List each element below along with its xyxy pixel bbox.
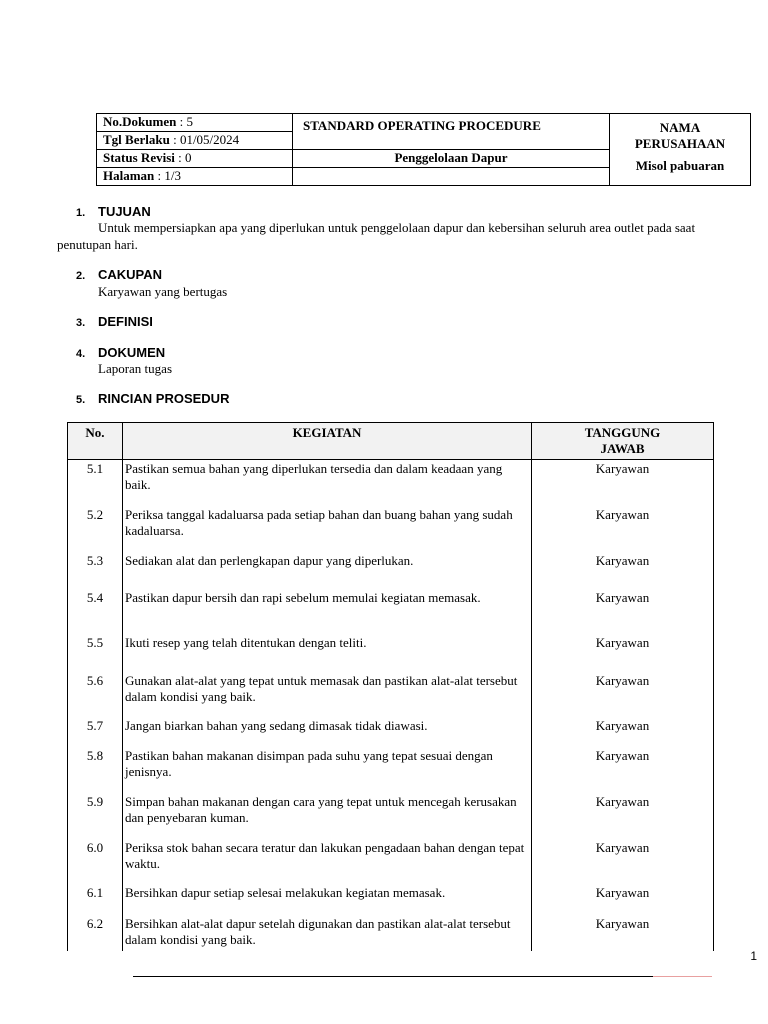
row-tanggung-jawab: Karyawan	[532, 717, 714, 747]
section-title: CAKUPAN	[98, 267, 163, 282]
row-tanggung-jawab: Karyawan	[532, 747, 714, 793]
row-kegiatan: Pastikan dapur bersih dan rapi sebelum memulai kegiatan memasak.	[123, 589, 532, 634]
row-no: 6.0	[68, 839, 123, 884]
halaman-value: : 1/3	[154, 168, 182, 183]
table-row	[68, 460, 714, 506]
row-no: 5.2	[68, 506, 123, 552]
row-kegiatan: Periksa stok bahan secara teratur dan lakukan pengadaan bahan dengan tepat waktu.	[123, 839, 532, 884]
table-row	[68, 793, 714, 839]
row-tanggung-jawab: Karyawan	[532, 589, 714, 634]
page-number: 1	[750, 949, 757, 963]
row-no: 5.8	[68, 747, 123, 793]
tujuan-text-line-1: Untuk mempersiapkan apa yang diperlukan untuk penggelolaan dapur dan kebersihan seluruh area outlet pada saat	[98, 220, 696, 235]
row-tanggung-jawab: Karyawan	[532, 672, 714, 717]
row-tanggung-jawab: Karyawan	[532, 884, 714, 915]
company-cell	[610, 114, 751, 186]
tgl-berlaku-label: Tgl Berlaku	[103, 132, 170, 147]
section-rincian-prosedur	[76, 391, 229, 406]
halaman-label: Halaman	[103, 168, 155, 183]
row-no: 6.2	[68, 915, 123, 951]
row-no: 5.4	[68, 589, 123, 634]
footer-divider-accent	[653, 976, 712, 977]
tgl-berlaku-value: : 01/05/2024	[169, 132, 240, 147]
section-number: 5.	[76, 394, 86, 406]
company-label-2: PERUSAHAAN	[634, 136, 726, 151]
company-label-1: NAMA	[659, 120, 701, 135]
row-no: 5.6	[68, 672, 123, 717]
table-row	[68, 506, 714, 552]
row-no: 5.5	[68, 634, 123, 672]
col-no-header: No.	[68, 423, 123, 460]
row-tanggung-jawab: Karyawan	[532, 460, 714, 506]
row-tanggung-jawab: Karyawan	[532, 793, 714, 839]
section-definisi	[76, 314, 153, 329]
section-title: RINCIAN PROSEDUR	[98, 391, 230, 406]
section-title: DOKUMEN	[98, 345, 166, 360]
row-kegiatan: Bersihkan dapur setiap selesai melakukan kegiatan memasak.	[123, 884, 532, 915]
col-tanggung-jawab-header	[532, 423, 714, 460]
row-tanggung-jawab: Karyawan	[532, 634, 714, 672]
sop-title: STANDARD OPERATING PROCEDURE	[293, 114, 610, 150]
row-no: 5.7	[68, 717, 123, 747]
row-kegiatan: Sediakan alat dan perlengkapan dapur yang diperlukan.	[123, 552, 532, 589]
section-title: TUJUAN	[98, 204, 151, 219]
row-kegiatan: Bersihkan alat-alat dapur setelah digunakan dan pastikan alat-alat tersebut dalam kondisi yang baik.	[123, 915, 532, 951]
row-kegiatan: Periksa tanggal kadaluarsa pada setiap bahan dan buang bahan yang sudah kadaluarsa.	[123, 506, 532, 552]
cakupan-text: Karyawan yang bertugas	[98, 284, 228, 299]
footer-divider	[133, 976, 653, 977]
table-row	[68, 717, 714, 747]
procedure-table	[67, 422, 714, 951]
no-dokumen-value: : 5	[176, 114, 193, 129]
table-row	[68, 589, 714, 634]
section-title: DEFINISI	[98, 314, 153, 329]
table-header-row	[68, 423, 714, 460]
sop-subtitle: Penggelolaan Dapur	[293, 150, 610, 168]
tujuan-text-line-2: penutupan hari.	[57, 237, 138, 252]
table-row	[68, 672, 714, 717]
row-no: 5.3	[68, 552, 123, 589]
section-cakupan	[76, 267, 162, 282]
row-kegiatan: Ikuti resep yang telah ditentukan dengan teliti.	[123, 634, 532, 672]
section-tujuan	[76, 204, 151, 219]
row-tanggung-jawab: Karyawan	[532, 915, 714, 951]
document-header	[96, 113, 751, 185]
section-number: 3.	[76, 317, 86, 329]
col-tanggung-line-2: JAWAB	[600, 441, 645, 456]
dokumen-text: Laporan tugas	[98, 361, 173, 376]
table-row	[68, 839, 714, 884]
section-number: 4.	[76, 348, 86, 360]
col-tanggung-line-1: TANGGUNG	[584, 425, 661, 440]
row-tanggung-jawab: Karyawan	[532, 506, 714, 552]
table-row	[68, 915, 714, 951]
row-kegiatan: Simpan bahan makanan dengan cara yang tepat untuk mencegah kerusakan dan penyebaran kuman.	[123, 793, 532, 839]
row-no: 5.9	[68, 793, 123, 839]
table-row	[68, 747, 714, 793]
status-revisi-value: : 0	[174, 150, 192, 165]
section-dokumen	[76, 345, 165, 360]
row-kegiatan: Gunakan alat-alat yang tepat untuk memasak dan pastikan alat-alat tersebut dalam kondisi yang baik.	[123, 672, 532, 717]
col-kegiatan-header: KEGIATAN	[123, 423, 532, 460]
row-kegiatan: Pastikan bahan makanan disimpan pada suhu yang tepat sesuai dengan jenisnya.	[123, 747, 532, 793]
status-revisi-label: Status Revisi	[103, 150, 175, 165]
row-tanggung-jawab: Karyawan	[532, 552, 714, 589]
table-row	[68, 552, 714, 589]
row-kegiatan: Jangan biarkan bahan yang sedang dimasak tidak diawasi.	[123, 717, 532, 747]
no-dokumen-label: No.Dokumen	[103, 114, 177, 129]
row-kegiatan: Pastikan semua bahan yang diperlukan tersedia dan dalam keadaan yang baik.	[123, 460, 532, 506]
row-tanggung-jawab: Karyawan	[532, 839, 714, 884]
company-name: Misol pabuaran	[635, 158, 725, 173]
section-number: 2.	[76, 270, 86, 282]
table-row	[68, 634, 714, 672]
table-row	[68, 884, 714, 915]
row-no: 6.1	[68, 884, 123, 915]
row-no: 5.1	[68, 460, 123, 506]
section-number: 1.	[76, 207, 86, 219]
